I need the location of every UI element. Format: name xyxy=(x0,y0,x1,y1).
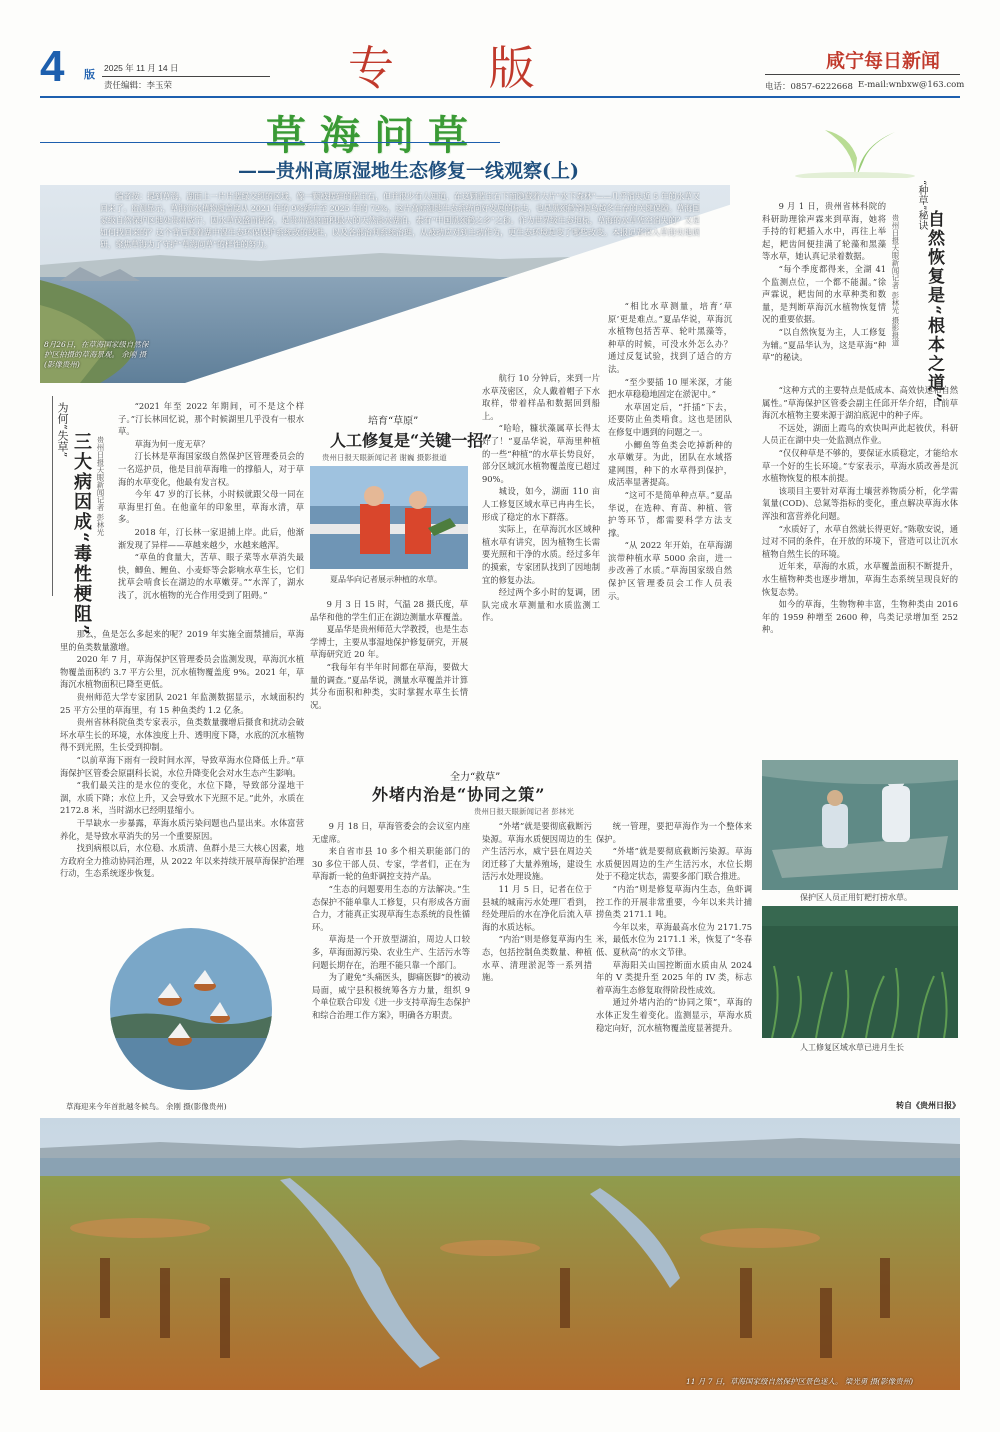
paragraph: 实际上，在草海沉水区域种植水草有讲究，因为植物生长需要光照和干净的水质。经过多年的摸索，专家团队找到了因地制宜的修复办法。 xyxy=(482,524,600,585)
paragraph: “外堵”就是要彻底截断污染源。草海水质便因周边的生产生活污水，水位长期处于不稳定状态，需要多部门联合推进。 xyxy=(596,846,752,882)
middle-byline: 贵州日报天眼新闻记者 谢巍 摄影报道 xyxy=(322,453,447,462)
paragraph: 城设，如今，湖面 110 亩人工修复区域水草已冉冉生长，形成了稳定的水下群落。 xyxy=(482,486,600,522)
right-byline: 贵州日报天眼新闻记者 彭林光 摄影报道 xyxy=(891,214,900,347)
bottom-kicker: 全力“救草” xyxy=(450,772,501,783)
paragraph: “内治”则是修复草海内生态，鱼虾调控工作的开展非常重要，今年以来共计捕捞鱼类 2171.1 吨。 xyxy=(596,883,752,920)
middle-photo-caption: 夏品华向记者展示种植的水草。 xyxy=(330,575,442,584)
paragraph: “以自然恢复为主，人工修复为辅。”夏品华认为，这是草海“种草”的秘诀。 xyxy=(762,326,886,363)
paragraph: 2018 年，汀长林一家退捕上岸。此后，他渐渐发现了异样——草越来越少，水越来越浑。 xyxy=(118,526,304,550)
bottom-headline: 外堵内治是“协同之策” xyxy=(372,785,546,804)
paragraph: 找到病根以后，水位稳、水质清、鱼群小是三大核心因素，地方政府全力推动协同治理，从 2022 年以来持续开展草海保护治理行动，生态系统逐步恢复。 xyxy=(60,843,304,879)
contact-email: E-mail:wnbxw@163.com xyxy=(858,80,965,90)
right-article-body-2 xyxy=(762,384,958,756)
left-byline: 贵州日报天眼新闻记者 彭林光 xyxy=(96,436,105,536)
right-article-body xyxy=(762,200,886,380)
middle-photo xyxy=(310,466,468,569)
header-bottom-rule xyxy=(40,96,960,98)
paragraph: 统一管理，要把草海作为一个整体来保护。 xyxy=(596,821,752,844)
paragraph: 通过外堵内治的“协同之策”，草海的水体正发生着变化。监测显示，草海水质稳定向好，沉水植物覆盖度显著提升。 xyxy=(596,997,752,1033)
bottom-panorama-caption: 11 月 7 日，草海国家级自然保护区景色迷人。 梁光勇 摄(影像贵州) xyxy=(686,1377,914,1386)
paragraph: “以前草海下雨有一段时间水浑，导致草海水位降低上升。”草海保护区管委会原副科长说，水位升降变化会对水生态产生影响。 xyxy=(60,754,304,778)
bottom-article-body xyxy=(312,820,470,1116)
paragraph: 11 月 5 日，记者在位于县城的城南污水处理厂看到，经处理后的水在净化后流入草海的水质达标。 xyxy=(482,883,592,932)
bottom-byline: 贵州日报天眼新闻记者 彭林光 xyxy=(474,807,574,816)
paragraph: 2020 年 7 月，草海保护区管理委员会监测发现，草海沉水植物覆盖面积约 3.7 平方公里，沉水植物覆盖度 9%。2021 年，草海沉水植物面积已降至更低。 xyxy=(60,654,304,690)
paragraph: “相比水草测量，培育‘草原’更是难点。”夏品华说，草海沉水植物包括苦草、轮叶黑藻等，种草的时候，可没水外怎么办？通过反复试验，找到了适合的方法。 xyxy=(608,301,732,374)
left-headline: 三大病因成“毒性梗阻” xyxy=(71,432,92,637)
middle-article-body-3 xyxy=(608,300,732,750)
masthead xyxy=(0,0,1000,100)
paragraph: 9 月 18 日，草海管委会的会议室内座无虚席。 xyxy=(312,821,470,844)
paragraph: “生态的问题要用生态的方法解决。”生态保护不能单靠人工修复，只有形成各方面合力，才能真正实现草海生态系统的良性循环。 xyxy=(312,883,470,932)
wetland-panorama-image xyxy=(40,1118,960,1390)
bottom-panorama-photo xyxy=(40,1118,960,1390)
paragraph: “从 2022 年开始，在草海湖滨带种植水草 5000 余亩，进一步改善了水质。”草海国家级自然保护区管理委员会工作人员表示。 xyxy=(608,540,732,601)
right-photo-1-caption: 保护区人员正用钉耙打捞水草。 xyxy=(800,893,912,902)
paragraph: 水草固定后，“扦插”下去，还要防止鱼类啃食。这也是团队在修复中遇到的问题之一。 xyxy=(608,401,732,437)
banner-subtitle: ——贵州高原湿地生态修复一线观察(上) xyxy=(238,160,579,182)
paragraph: 来自省市县 10 多个相关职能部门的 30 多位干部人员、专家，学者们，正在为草海新一轮的鱼虾调控支持产品。 xyxy=(312,846,470,882)
contact-phone: 电话：0857-6222668 xyxy=(765,82,853,92)
paragraph: 不远处，湖面上霞鸟的欢快叫声此起彼伏，科研人员正在湖中央一处监测点作业。 xyxy=(762,422,958,446)
paragraph: 今年以来，草海最高水位为 2171.75 米，最低水位为 2171.1 米，恢复了“冬春低、夏秋高”的水文节律。 xyxy=(596,921,752,957)
bottom-article-body-2 xyxy=(482,820,592,1116)
paragraph: 该项目主要针对草海土壤营养物质分析，化学需氧量(COD)、总氮等指标的变化，重点解决草海水体浑浊和富营养化问题。 xyxy=(762,485,958,521)
paragraph: “这种方式的主要特点是低成本、高效快速和自然属性。”草海保护区管委会副主任邱开华介绍，目前草海沉水植物主要来源于湖泊底泥中的种子库。 xyxy=(762,385,958,421)
paragraph: “水质好了，水草自然就长得更好。”陈敬安说，通过对不同的条件，在开放的环境下，营造可以让沉水植物自然生长的环境。 xyxy=(762,523,958,559)
paragraph: 经过两个多小时的复调，团队完成水草测量和水质监测工作。 xyxy=(482,587,600,623)
editor-credit: 责任编辑：李玉荣 xyxy=(104,81,173,91)
right-photo-2 xyxy=(762,906,958,1038)
right-photo-1 xyxy=(762,760,958,890)
right-kicker: “种草”秘诀 xyxy=(916,180,927,231)
paragraph: 贵州师范大学专家团队 2021 年监测数据显示，水域面积约 25 平方公里的草海里，有 15 种鱼类约 1.2 亿条。 xyxy=(60,691,304,715)
paragraph: 贵州省林科院鱼类专家表示，鱼类数量骤增后摄食和扰动会破坏水草生长的环境，水体浊度上升、透明度下降，水底的沉水植物得不到光照，生长受到抑制。 xyxy=(60,717,304,753)
paragraph: “2021 年至 2022 年期间，可不是这个样子。”汀长林回忆说，那个时候湖里几乎没有一根水草。 xyxy=(118,401,304,437)
paragraph: “仅仅种草是不够的，要保证水质稳定，才能给水草一个好的生长环境。”专家表示，草海水质改善是沉水植物恢复的根本前提。 xyxy=(762,447,958,484)
paragraph: “我们最关注的是水位的变化，水位下降，导致部分湿地干涸，水质下降；水位上升，又会导致水下光照不足。”此外，水质在 2172.8 米，当时湖水已经明显缩小。 xyxy=(60,780,304,816)
right-headline: 自然恢复是“根本之道” xyxy=(924,210,944,405)
birds-photo-caption: 草海迎来今年首批越冬候鸟。 余刚 摄(影像贵州) xyxy=(66,1102,227,1111)
banner-title-rule xyxy=(40,142,500,143)
middle-article-body-2 xyxy=(482,372,600,750)
left-kicker: 为何“失草” xyxy=(56,402,69,458)
paragraph: “草鱼的食量大，苦草、眼子菜等水草消失最快，鲫鱼、鲤鱼、小麦虾等会影响水草生长，它们扰草会啃食长在湖边的水草嫩芽。”“水浑了，湖水浅了，沉水植物的光合作用受到了阻碍。” xyxy=(118,552,304,600)
left-article-body-2 xyxy=(60,628,304,906)
banner-intro: 编者按：提到草海，湖面上一片片蓝绿交织的区域，像一颗被搓碎的蓝宝石，但并很少有人知道，在这颗蓝宝石下面隐藏着大片“水下森林”——几乎消失近 5 年的水草又回来了。监测显示，草海沉水植物覆盖度从 2021 年的 9%跃升至 2025 年的 72%，这片高原湿地生态系统向好发展的标志，也是黑颈鹤等候鸟越冬生存的关键保障。草海国家级自然保护区地处贵州威宁，因水草茂盛而得名，是贵州高原面积最大的天然淡水湖泊，素有“中国黑颈鹤之乡”之称。作为世界级生态地标，草海的水草凭空消失的？又是如何找回来的？这个背后藏着湖中湿生态环保保护系统改的线性，以及各部治判系统治理，从被动应对到主动作为，更生态环境是变了哪些改变。本报记者深入草海实地调研，聚焦草海为了守护“草海问草”的样性的努力。 xyxy=(100,192,700,249)
birds-photo xyxy=(110,928,272,1090)
paragraph: 小鲫鱼等鱼类会吃掉新种的水草嫩芽。为此，团队在水域搭建网围，种下的水草得到保护，成活率显著提高。 xyxy=(608,439,732,488)
paragraph: 那么，鱼是怎么多起来的呢？2019 年实施全面禁捕后，草海里的鱼类数量激增。 xyxy=(60,629,304,652)
section-title: 专 版 xyxy=(348,41,575,95)
banner-title: 草海问草 xyxy=(266,112,482,159)
sprout-icon xyxy=(785,118,925,178)
paragraph: 干旱缺水一步暴露，草海水质污染问题也凸显出来。水体富营养化，是导致水草消失的另一个重要原因。 xyxy=(60,817,304,841)
paragraph: 近年来，草海的水质，水草覆盖面积不断提升，水生植物种类也逐步增加，草海生态系统呈现良好的恢复态势。 xyxy=(762,561,958,597)
middle-article-body xyxy=(310,598,468,750)
paragraph: 9 月 1 日，贵州省林科院的科研助理徐声霖来到草海，她将手持的钉耙插入水中，再往上举起，耙齿间便挂满了轮藻和黑藻等水草，她认真记录着数据。 xyxy=(762,201,886,262)
paragraph: “哈哈，糠状藻属草长得太好了！”夏品华说，草海里种植的一些“种植”的水草长势良好，部分区域沉水植物覆盖度已超过 90%。 xyxy=(482,423,600,484)
masthead-rule xyxy=(102,76,270,77)
paragraph: 如今的草海，生物物种丰富，生物种类由 2016 年的 1959 种增至 2600 种，鸟类记录增加至 252 种。 xyxy=(762,599,958,635)
paragraph: 航行 10 分钟后，来到一片水草茂密区，众人戴着帽子下水取样，带着样品和数据回到船上。 xyxy=(482,373,600,421)
paragraph: “这可不是简单种点草。”夏品华说，在选种、育苗、种植、管护等环节，都需要科学方法支撑。 xyxy=(608,489,732,538)
masthead-rule-right xyxy=(765,74,960,75)
page-suffix: 版 xyxy=(84,68,95,81)
researcher-image xyxy=(310,466,468,569)
paragraph: 为了避免“头痛医头，脚痛医脚”的被动局面，威宁县积极统筹各方力量，组织 9 个单位联合印发《进一步支持草海生态保护和综合治理工作方案》，明确各方职责。 xyxy=(312,972,470,1020)
banner-photo-caption: 8月26日，在草海国家级自然保护区拍摄的草海景观。 余刚 摄(影像贵州) xyxy=(44,340,149,369)
left-article-body xyxy=(118,400,304,625)
birds-image xyxy=(110,928,272,1090)
newspaper-name: 咸宁每日新闻 xyxy=(826,50,941,72)
page-number: 4 xyxy=(40,42,65,91)
paragraph: “每个季度都得来，全湖 41 个监测点位，一个都不能漏。”徐声霖说，耙齿间的水草种类和数量，是判断草海沉水植物恢复情况的重要依据。 xyxy=(762,263,886,325)
right-photo-2-caption: 人工修复区域水草已进月生长 xyxy=(800,1043,904,1052)
left-head-rule xyxy=(52,396,53,596)
paragraph: 夏品华是贵州师范大学教授，也是生态学博士，主要从事湿地保护修复研究，开展草海研究近 20 年。 xyxy=(310,624,468,660)
middle-headline: 人工修复是“关键一招” xyxy=(330,431,493,450)
bottom-article-body-3 xyxy=(596,820,752,1116)
underwater-grass-image xyxy=(762,906,958,1038)
boat-work-image xyxy=(762,760,958,890)
paragraph: 草海是一个开放型湖泊，周边人口较多，草海面源污染、农业生产、生活污水等问题长期存在，治理不能只靠一个部门。 xyxy=(312,934,470,970)
paragraph: “内治”则是修复草海内生态，包括控制鱼类数量、种植水草、清理淤泥等一系列措施。 xyxy=(482,934,592,983)
source-note: 转自《贵州日报》 xyxy=(896,1100,960,1110)
paragraph: 汀长林是草海国家级自然保护区管理委员会的一名巡护员，他是目前草海唯一的撑船人，对于草海的水草变化，他最有发言权。 xyxy=(118,451,304,487)
paragraph: 9 月 3 日 15 时，气温 28 摄氏度，草品华和他的学生们正在湖边测量水草覆盖。 xyxy=(310,599,468,622)
issue-date: 2025 年 11 月 14 日 xyxy=(104,63,179,73)
paragraph: 草海为何一度无草？ xyxy=(134,438,210,449)
paragraph: “外堵”就是要彻底截断污染源。草海水质便因周边的生产生活污水，威宁县在周边关闭迁移了大量养殖场，建设生活污水处理设施。 xyxy=(482,821,592,882)
paragraph: 草海阳关山国控断面水质由从 2024 年的 V 类提升至 2025 年的 IV 类，标志着草海生态修复取得阶段性成效。 xyxy=(596,959,752,995)
paragraph: “至少要插 10 厘米深，才能把水草稳稳地固定在淤泥中。” xyxy=(608,376,732,400)
middle-kicker: 培育“草原” xyxy=(368,416,419,427)
paragraph: “我每年有半年时间都在草海，要做大量的调查。”夏品华说，测量水草覆盖并计算其分布面积和种类，实时掌握水草生长情况。 xyxy=(310,661,468,710)
paragraph: 今年 47 岁的汀长林，小时候就跟父母一同在草海里打鱼。在他童年的印象里，草海水清，草多。 xyxy=(118,489,304,525)
